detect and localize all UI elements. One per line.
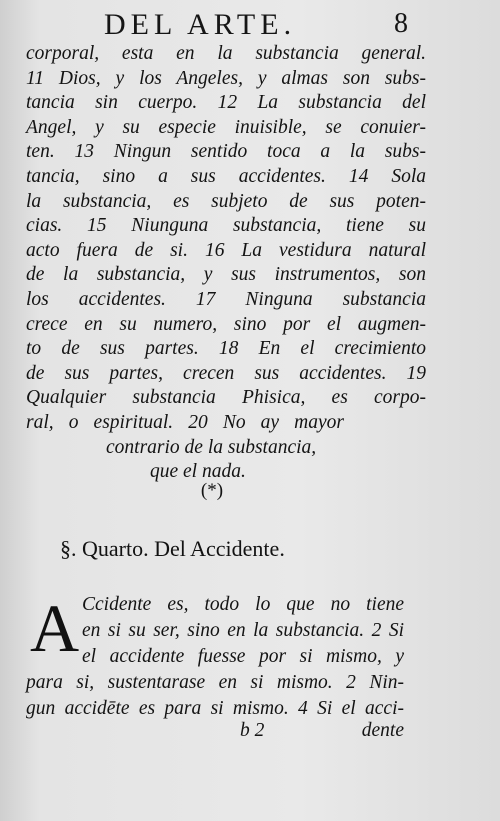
page-number: 8 xyxy=(394,8,408,39)
text-line: crece en su numero, sino por el augmen- xyxy=(26,313,426,335)
text-line: gun accidēte es para si mismo. 4 Si el acci- xyxy=(26,698,404,719)
text-line: en si su ser, sino en la substancia. 2 Si xyxy=(82,620,404,641)
text-line: la substancia, es subjeto de sus poten- xyxy=(26,190,426,212)
text-line: los accidentes. 17 Ninguna substancia xyxy=(26,288,426,310)
text-line: para si, sustentarase en si mismo. 2 Nin- xyxy=(26,672,404,693)
closing-line: que el nada. xyxy=(150,461,246,483)
text-line: ten. 13 Ningun sentido toca a la subs- xyxy=(26,141,426,163)
text-line: el accidente fuesse por si mismo, y xyxy=(82,646,404,667)
text-line: to de sus partes. 18 En el crecimiento xyxy=(26,338,426,360)
closing-line: contrario de la substancia, xyxy=(106,436,317,458)
asterisk-ornament: (*) xyxy=(200,480,224,501)
text-line: 11 Dios, y los Angeles, y almas son subs- xyxy=(26,67,426,89)
text-line: corporal, esta en la substancia general. xyxy=(26,43,426,64)
text-line: Angel, y su especie inuisible, se conuier- xyxy=(26,116,426,138)
text-line: tancia sin cuerpo. 12 La substancia del xyxy=(26,92,426,114)
drop-cap-letter: A xyxy=(30,590,80,666)
text-line: de sus partes, crecen sus accidentes. 19 xyxy=(26,362,426,384)
section-three-text xyxy=(26,42,426,485)
catchword: dente xyxy=(361,720,404,741)
text-line: cias. 15 Niunguna substancia, tiene su xyxy=(26,215,426,237)
text-line: Qualquier substancia Phisica, es corpo- xyxy=(26,387,426,409)
page-footer xyxy=(26,720,404,746)
section-heading: §. Quarto. Del Accidente. xyxy=(60,536,285,561)
text-line: acto fuera de si. 16 La vestidura natural xyxy=(26,239,426,261)
section-four-text xyxy=(26,592,404,722)
text-line: ral, o espiritual. 20 No ay mayor xyxy=(26,411,344,433)
text-line: Ccidente es, todo lo que no tiene xyxy=(82,594,404,615)
page-header xyxy=(0,8,500,42)
running-title: DEL ARTE. xyxy=(104,8,297,41)
text-line: tancia, sino a sus accidentes. 14 Sola xyxy=(26,165,426,187)
signature-mark: b 2 xyxy=(240,720,265,741)
text-line: de la substancia, y sus instrumentos, son xyxy=(26,264,426,286)
